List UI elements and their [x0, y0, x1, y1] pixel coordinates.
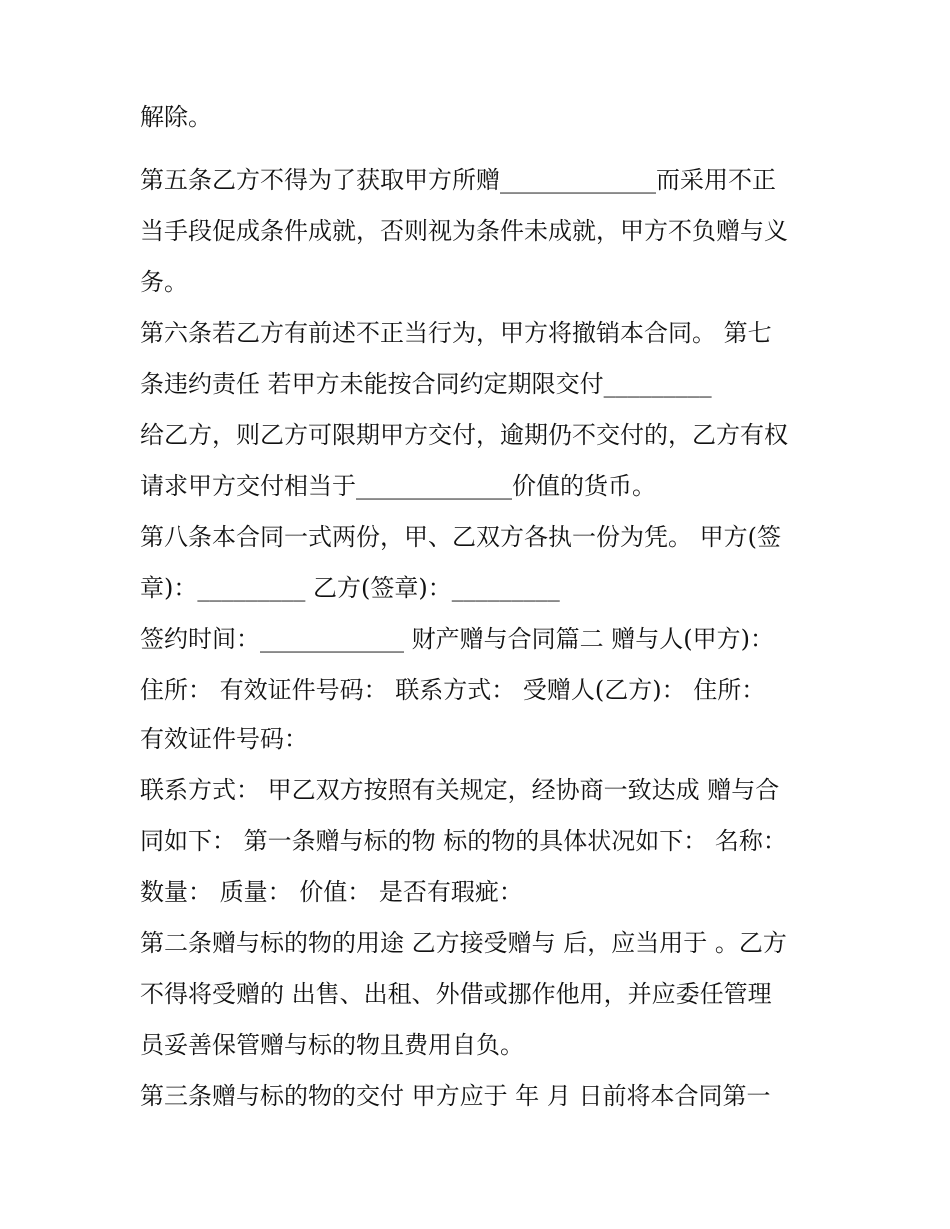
text-line: 联系方式： 甲乙双方按照有关规定，经协商一致达成 赠与合: [140, 776, 780, 804]
text-line: 住所： 有效证件号码： 联系方式： 受赠人(乙方)： 住所：: [140, 676, 766, 704]
text-line: 第六条若乙方有前述不正当行为，甲方将撤销本合同。 第七: [140, 319, 772, 347]
text-line: 签约时间：____________ 财产赠与合同篇二 赠与人(甲方)：: [140, 625, 774, 653]
text-line: 务。: [140, 268, 188, 296]
text-line: 数量： 质量： 价值： 是否有瑕疵：: [140, 878, 523, 906]
text-line: 给乙方，则乙方可限期甲方交付，逾期仍不交付的，乙方有权: [140, 421, 788, 449]
text-line: 当手段促成条件成就，否则视为条件未成就，甲方不负赠与义: [140, 217, 788, 245]
text-line: 不得将受赠的 出售、出租、外借或挪作他用，并应委任管理: [140, 980, 772, 1008]
text-line: 员妥善保管赠与标的物且费用自负。: [140, 1031, 524, 1059]
text-line: 解除。: [140, 103, 212, 131]
text-line: 第八条本合同一式两份，甲、乙双方各执一份为凭。 甲方(签: [140, 523, 781, 551]
text-line: 同如下： 第一条赠与标的物 标的物的具体状况如下： 名称：: [140, 827, 787, 855]
text-line: 第二条赠与标的物的用途 乙方接受赠与 后，应当用于 。乙方: [140, 929, 787, 957]
text-line: 有效证件号码：: [140, 725, 308, 753]
text-line: 第五条乙方不得为了获取甲方所赠_____________而采用不正: [140, 166, 776, 194]
text-line: 第三条赠与标的物的交付 甲方应于 年 月 日前将本合同第一: [140, 1082, 771, 1110]
text-line: 请求甲方交付相当于_____________价值的货币。: [140, 472, 656, 500]
text-line: 章)：_________ 乙方(签章)：_________: [140, 574, 560, 602]
text-line: 条违约责任 若甲方未能按合同约定期限交付_________: [140, 370, 712, 398]
